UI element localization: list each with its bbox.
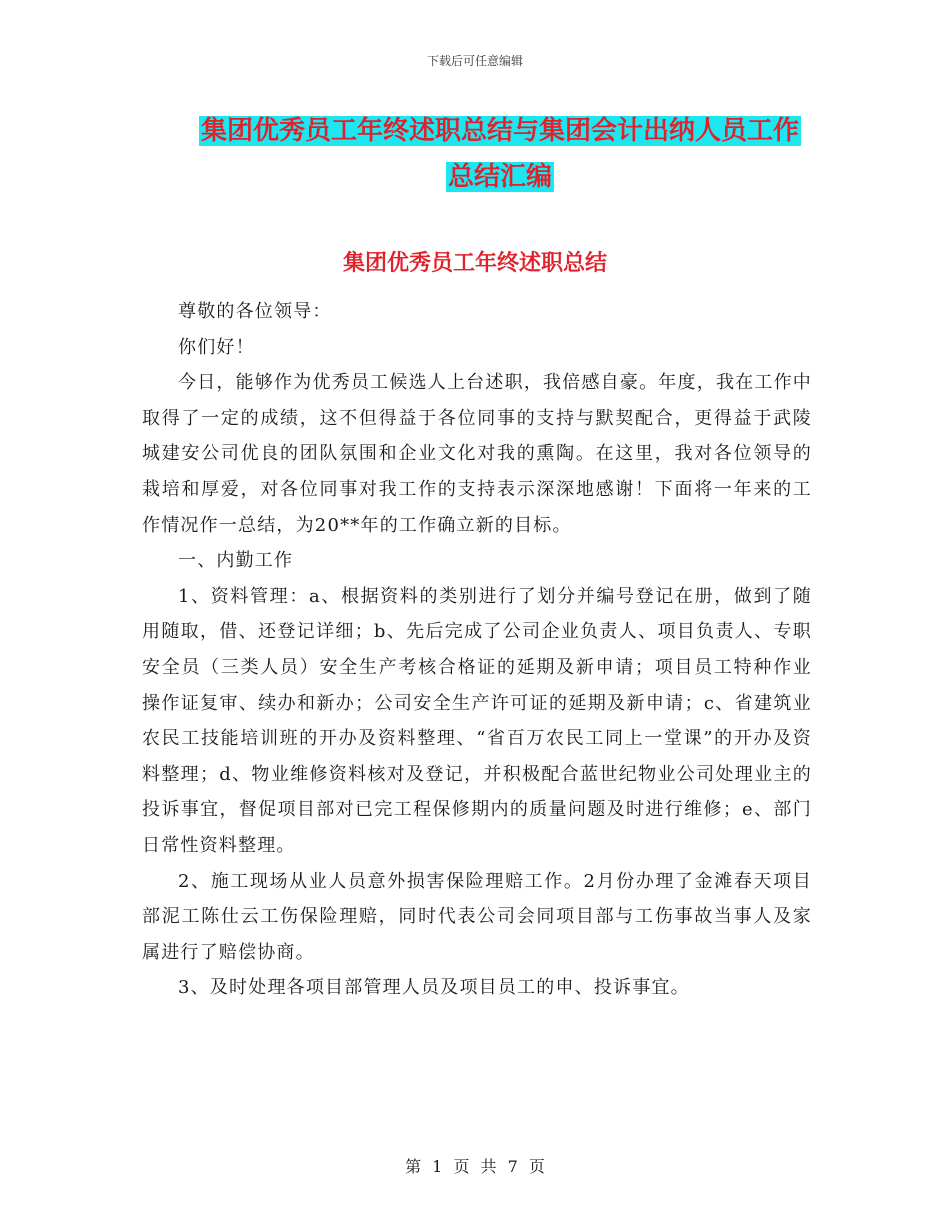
paragraph-item-1: 1、资料管理：a、根据资料的类别进行了划分并编号登记在册，做到了随用随取，借、还登记详细；b、先后完成了公司企业负责人、项目负责人、专职安全员（三类人员）安全生产考核合格证的延期及新申请；项目员工特种作业操作证复审、续办和新办；公司安全生产许可证的延期及新申请；c、省建筑业农民工技能培训班的开办及资料整理、“省百万农民工同上一堂课”的开办及资料整理；d、物业维修资料核对及登记，并积极配合蓝世纪物业公司处理业主的投诉事宜，督促项目部对已完工程保修期内的质量问题及时进行维修；e、部门日常性资料整理。 bbox=[142, 585, 812, 856]
document-title-line-2: 总结汇编 bbox=[447, 162, 552, 192]
paragraph-item-3: 3、及时处理各项目部管理人员及项目员工的申、投诉事宜。 bbox=[178, 977, 690, 999]
document-body bbox=[142, 294, 812, 1006]
document-title-line-1: 集团优秀员工年终述职总结与集团会计出纳人员工作 bbox=[200, 116, 799, 146]
page-footer: 第 1 页 共 7 页 bbox=[405, 1157, 545, 1176]
paragraph-item-2: 2、施工现场从业人员意外损害保险理赔工作。2月份办理了金滩春天项目部泥工陈仕云工伤保险理赔，同时代表公司会同项目部与工伤事故当事人及家属进行了赔偿协商。 bbox=[142, 870, 812, 963]
heading-internal-work: 一、内勤工作 bbox=[178, 550, 294, 572]
document-title bbox=[140, 108, 860, 200]
header-note: 下载后可任意编辑 bbox=[426, 54, 523, 68]
section-title: 集团优秀员工年终述职总结 bbox=[342, 251, 607, 276]
paragraph-intro: 今日，能够作为优秀员工候选人上台述职，我倍感自豪。年度，我在工作中取得了一定的成绩，这不但得益于各位同事的支持与默契配合，更得益于武陵城建安公司优良的团队氛围和企业文化对我的熏陶。在这里，我对各位领导的栽培和厚爱，对各位同事对我工作的支持表示深深地感谢！下面将一年来的工作情况作一总结，为20**年的工作确立新的目标。 bbox=[142, 372, 812, 536]
salutation: 尊敬的各位领导： bbox=[178, 301, 332, 322]
greeting: 你们好！ bbox=[178, 336, 255, 358]
